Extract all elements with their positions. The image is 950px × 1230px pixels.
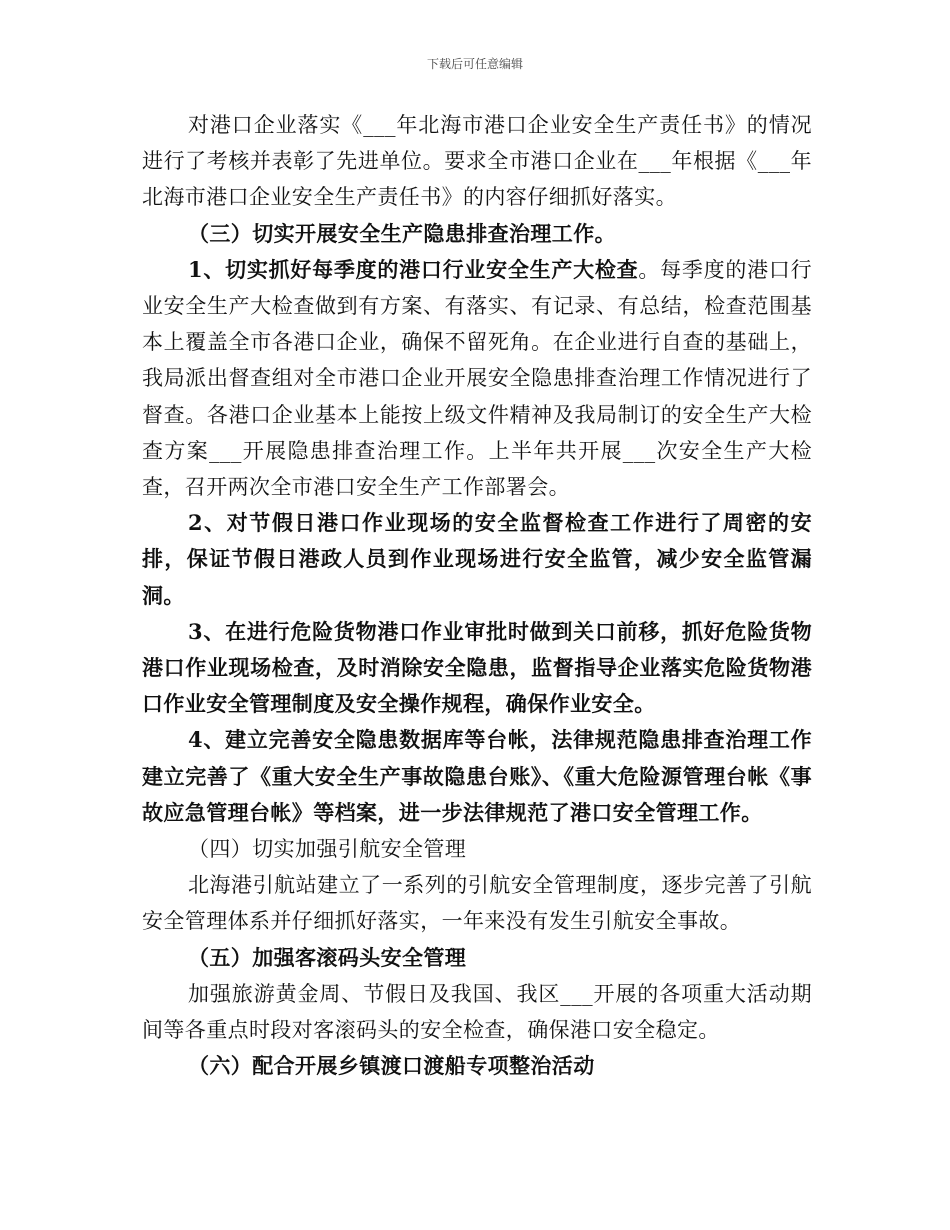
document-body [142, 107, 812, 1084]
paragraph-dangerous-goods: 3、在进行危险货物港口作业审批时做到关口前移，抓好危险货物港口作业现场检查，及时消除安全隐患，监督指导企业落实危险货物港口作业安全管理制度及安全操作规程，确保作业安全。 [142, 618, 812, 717]
paragraph-hazard-database: 4、建立完善安全隐患数据库等台帐，法律规范隐患排查治理工作建立完善了《重大安全生产事故隐患台账》、《重大危险源管理台帐《事故应急管理台帐》等档案，进一步法律规范了港口安全管理工作。 [142, 727, 812, 825]
section-heading-roro-terminal: （五）加强客滚码头安全管理 [188, 944, 467, 970]
paragraph-quarterly-inspection-lead: 1、切实抓好每季度的港口行业安全生产大检查 [188, 256, 639, 282]
header-note: 下载后可任意编辑 [426, 57, 523, 71]
paragraph-holiday-supervision: 2、对节假日港口作业现场的安全监督检查工作进行了周密的安排，保证节假日港政人员到作业现场进行安全监管，减少安全监管漏洞。 [142, 510, 812, 608]
paragraph-responsibility-assessment: 对港口企业落实《___年北海市港口企业安全生产责任书》的情况进行了考核并表彰了先进单位。要求全市港口企业在___年根据《___年北海市港口企业安全生产责任书》的内容仔细抓好落实。 [142, 113, 812, 210]
paragraph-quarterly-inspection-body: 。每季度的港口行业安全生产大检查做到有方案、有落实、有记录、有总结，检查范围基本上覆盖全市各港口企业，确保不留死角。在企业进行自查的基础上，我局派出督查组对全市港口企业开展安全隐患排查治理工作情况进行了督查。各港口企业基本上能按上级文件精神及我局制订的安全生产大检查方案___开展隐患排查治理工作。上半年共开展___次安全生产大检查，召开两次全市港口安全生产工作部署会。 [142, 257, 813, 500]
section-heading-ferry-rectification: （六）配合开展乡镇渡口渡船专项整治活动 [188, 1053, 595, 1079]
section-heading-pilotage: （四）切实加强引航安全管理 [188, 837, 467, 862]
section-heading-hazard-inspection: （三）切实开展安全生产隐患排查治理工作。 [188, 220, 616, 246]
paragraph-roro-terminal: 加强旅游黄金周、节假日及我国、我区___开展的各项重大活动期间等各重点时段对客滚码头的安全检查，确保港口安全稳定。 [142, 981, 812, 1043]
paragraph-pilotage: 北海港引航站建立了一系列的引航安全管理制度，逐步完善了引航安全管理体系并仔细抓好落实，一年来没有发生引航安全事故。 [142, 873, 812, 934]
paragraph-quarterly-inspection [142, 252, 812, 505]
